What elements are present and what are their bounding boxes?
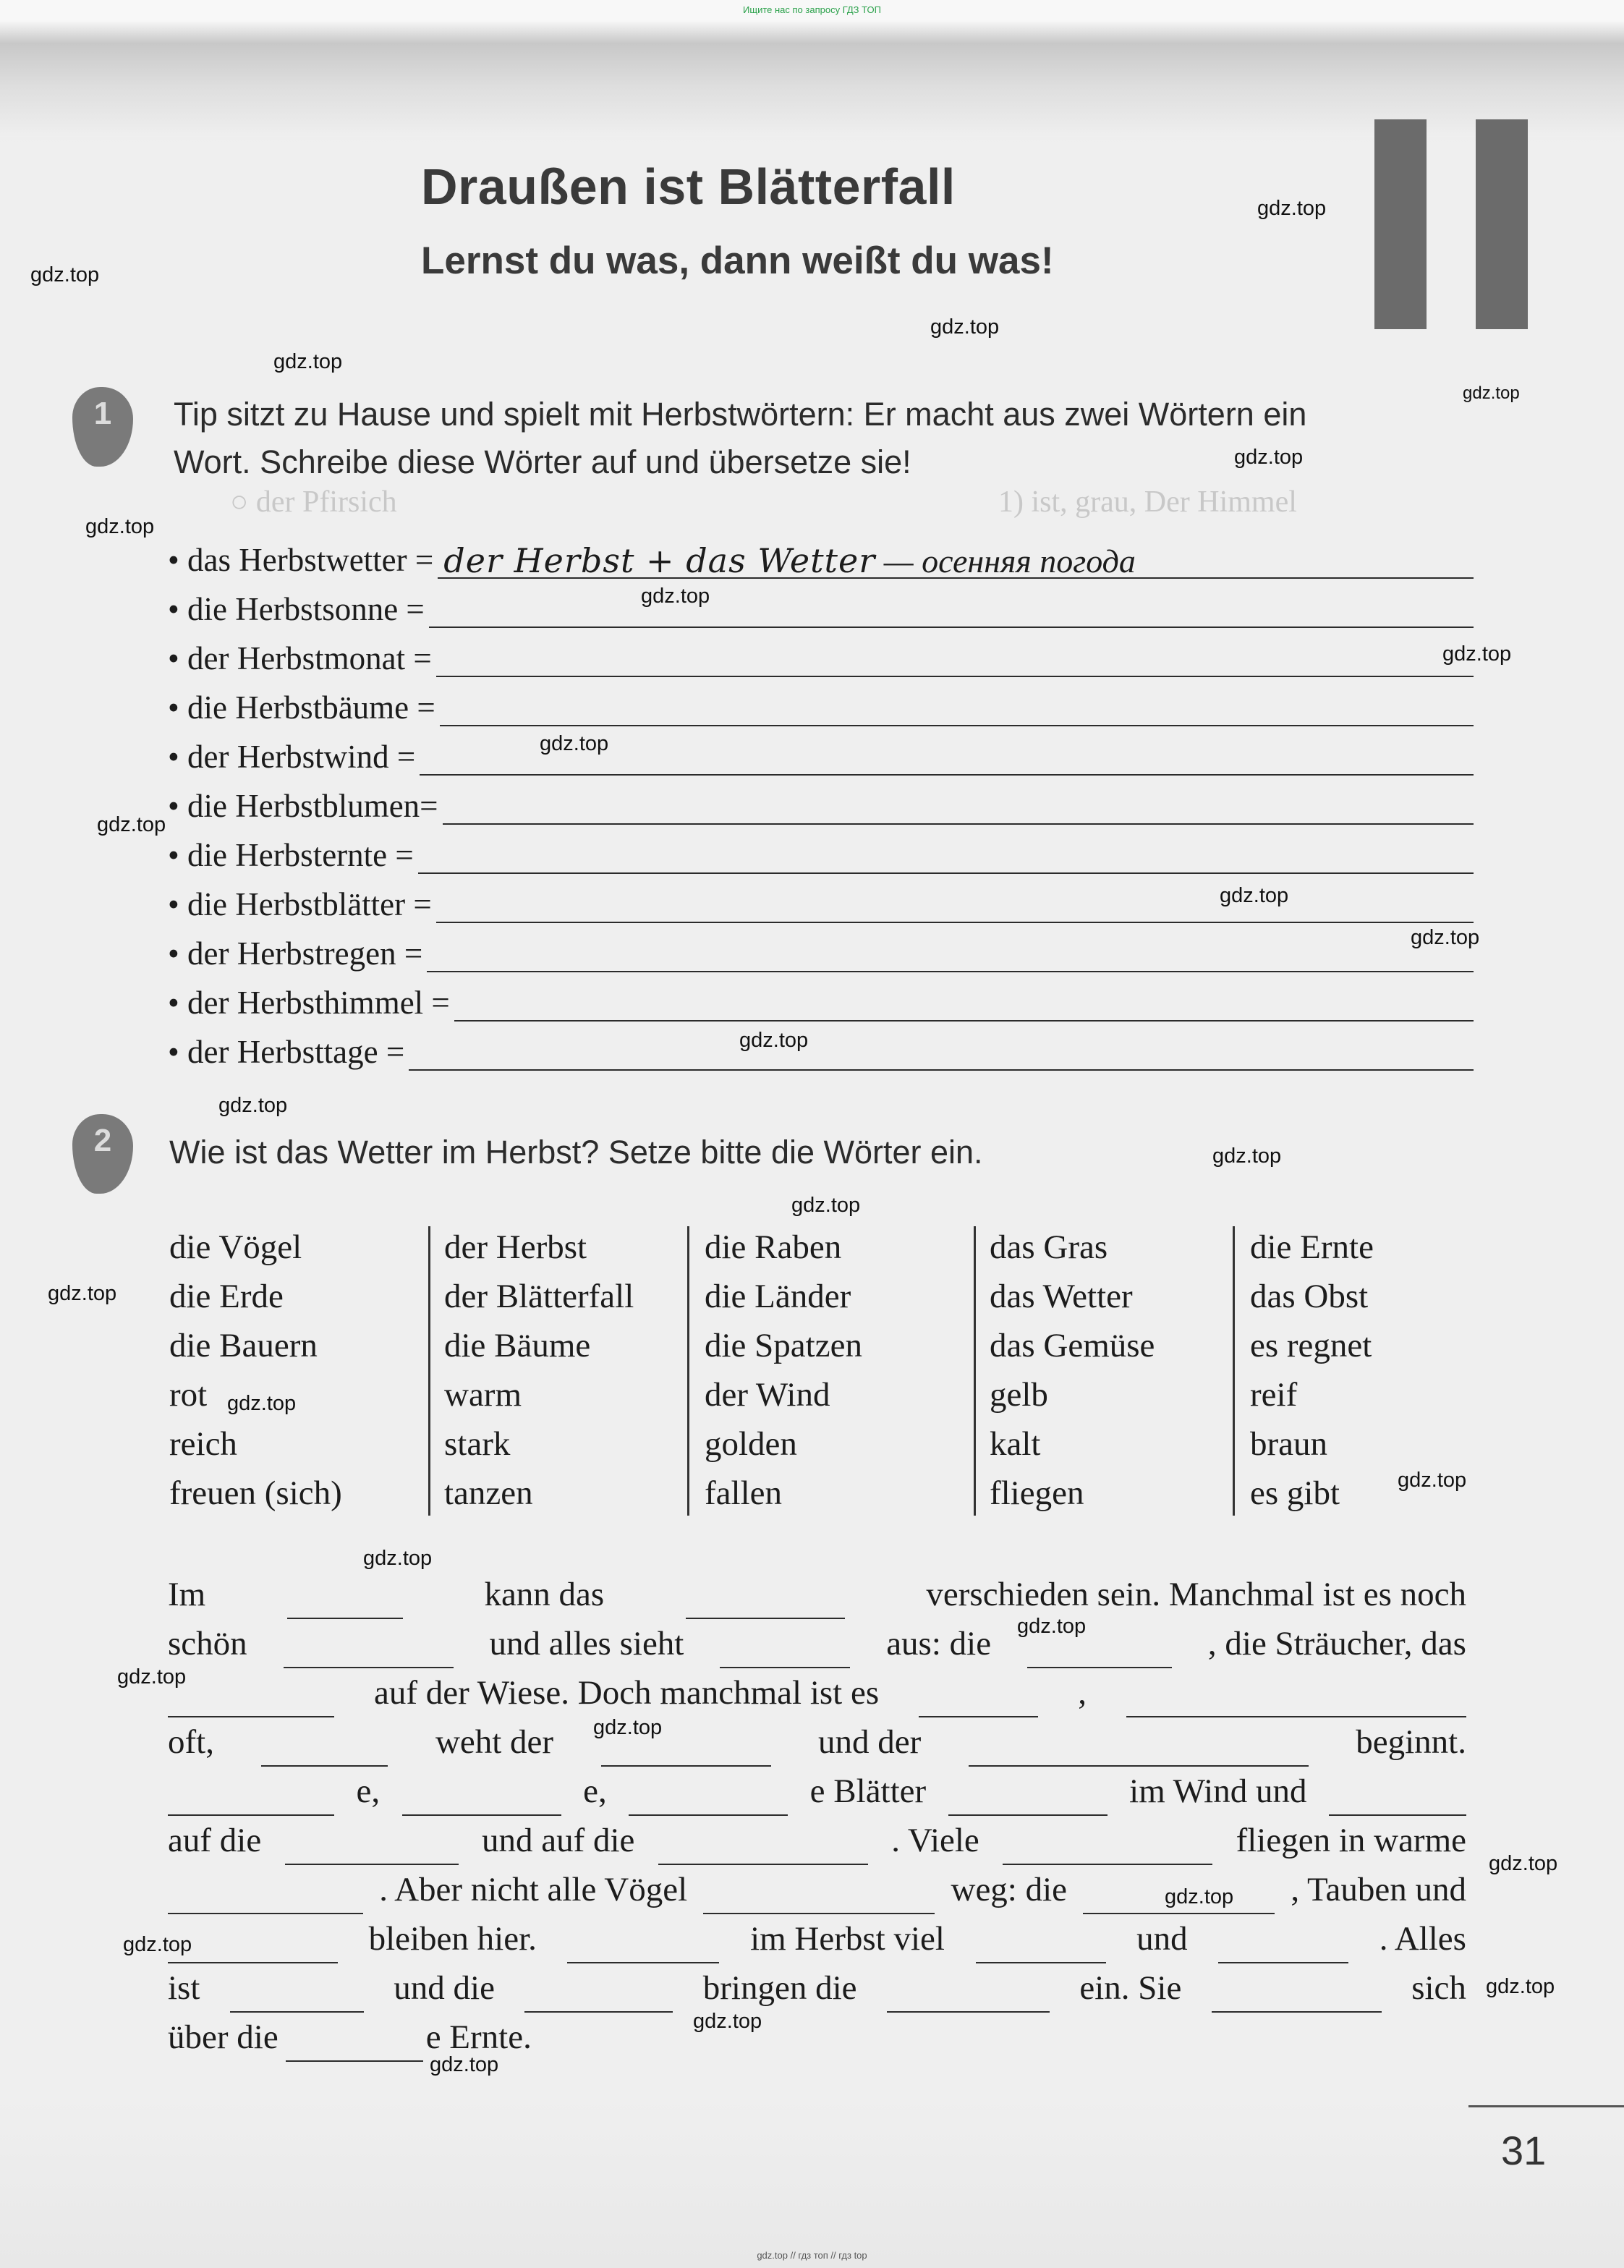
blank[interactable] bbox=[1218, 1933, 1348, 1963]
watermark: gdz.top bbox=[1442, 642, 1512, 666]
cloze-line bbox=[168, 1963, 1466, 2013]
cloze-text-segment: und alles sieht bbox=[489, 1625, 684, 1662]
word-bank-item: gelb bbox=[990, 1376, 1048, 1414]
cloze-line bbox=[168, 2013, 1466, 2062]
cloze-text bbox=[168, 1570, 1466, 2062]
torn-paper-edge bbox=[0, 0, 1624, 137]
cloze-text-segment: ist bbox=[168, 1969, 200, 2007]
word-bank-item: golden bbox=[705, 1425, 797, 1463]
blank[interactable] bbox=[887, 1982, 1050, 2013]
cloze-text-segment: über die bbox=[168, 2018, 279, 2056]
compound-row bbox=[168, 535, 1474, 579]
cloze-text-segment: schön bbox=[168, 1625, 247, 1662]
blank[interactable] bbox=[686, 1589, 845, 1619]
watermark: gdz.top bbox=[1486, 1975, 1555, 1998]
top-note[interactable]: Ищите нас по запросу ГДЗ ТОП bbox=[743, 4, 881, 15]
watermark: gdz.top bbox=[117, 1665, 187, 1689]
blank[interactable] bbox=[524, 1982, 673, 2013]
word-bank-item: das Obst bbox=[1250, 1278, 1369, 1315]
compound-word: • die Herbstbäume = bbox=[168, 689, 435, 726]
watermark: gdz.top bbox=[1411, 926, 1480, 949]
word-bank-item: die Spatzen bbox=[705, 1327, 862, 1364]
page-number-rule bbox=[1468, 2105, 1624, 2107]
watermark: gdz.top bbox=[739, 1029, 809, 1052]
compound-word: • der Herbstmonat = bbox=[168, 640, 432, 676]
cloze-text-segment: kann das bbox=[484, 1576, 605, 1613]
blank[interactable] bbox=[285, 1835, 459, 1865]
blank[interactable] bbox=[261, 1736, 388, 1767]
word-bank-item: tanzen bbox=[444, 1474, 533, 1512]
watermark: gdz.top bbox=[540, 732, 609, 755]
compound-word: • der Herbstwind = bbox=[168, 739, 416, 775]
page-title: Draußen ist Blätterfall bbox=[421, 158, 956, 215]
blank[interactable] bbox=[1212, 1982, 1382, 2013]
column-divider bbox=[687, 1226, 689, 1516]
blank[interactable] bbox=[168, 1687, 334, 1717]
cloze-text-segment: ein. Sie bbox=[1079, 1969, 1182, 2007]
cloze-text-segment: und der bbox=[818, 1723, 922, 1761]
compound-word: • das Herbstwetter = bbox=[168, 542, 434, 578]
answer-line[interactable] bbox=[429, 595, 1474, 628]
column-divider bbox=[974, 1226, 976, 1516]
word-bank-item: das Gemüse bbox=[990, 1327, 1155, 1364]
watermark: gdz.top bbox=[273, 350, 343, 373]
page-number: 31 bbox=[1501, 2128, 1547, 2173]
cloze-text-segment: aus: die bbox=[886, 1625, 992, 1662]
word-bank-item: braun bbox=[1250, 1425, 1328, 1463]
cloze-text-segment: , die Sträucher, das bbox=[1207, 1625, 1466, 1662]
task2-instruction: Wie ist das Wetter im Herbst? Setze bitte die Wörter ein. bbox=[169, 1134, 983, 1171]
blank[interactable] bbox=[601, 1736, 771, 1767]
answer-line[interactable] bbox=[418, 841, 1474, 874]
word-bank-item: der Wind bbox=[705, 1376, 830, 1414]
cloze-text-segment: bleiben hier. bbox=[368, 1920, 537, 1958]
cloze-text-segment: fliegen in warme bbox=[1236, 1822, 1466, 1859]
word-bank-column bbox=[1250, 1223, 1374, 1518]
blank[interactable] bbox=[1027, 1638, 1172, 1668]
compound-row bbox=[168, 683, 1474, 726]
cloze-text-segment: verschieden sein. Manchmal ist es noch bbox=[926, 1576, 1466, 1613]
word-bank-item: die Bauern bbox=[169, 1327, 318, 1364]
cloze-text-segment: bringen die bbox=[702, 1969, 857, 2007]
cloze-text-segment: und auf die bbox=[481, 1822, 635, 1859]
blank[interactable] bbox=[567, 1933, 719, 1963]
compound-row bbox=[168, 1027, 1474, 1071]
cloze-line bbox=[168, 1865, 1466, 1914]
answer-line[interactable] bbox=[443, 791, 1474, 825]
word-bank-item: freuen (sich) bbox=[169, 1474, 342, 1512]
cloze-text-segment: e, bbox=[583, 1772, 607, 1810]
blank[interactable] bbox=[168, 1933, 338, 1963]
cloze-text-segment: , Tauben und bbox=[1291, 1871, 1466, 1908]
watermark: gdz.top bbox=[1212, 1144, 1282, 1168]
word-bank-item: fallen bbox=[705, 1474, 782, 1512]
blank[interactable] bbox=[284, 1638, 454, 1668]
watermark: gdz.top bbox=[1257, 197, 1327, 220]
word-bank-item: die Bäume bbox=[444, 1327, 591, 1364]
task-number-badge: 2 bbox=[72, 1114, 133, 1194]
cloze-text-segment: im Herbst viel bbox=[750, 1920, 945, 1958]
cloze-text-segment: e Blätter bbox=[809, 1772, 927, 1810]
word-bank-item: reif bbox=[1250, 1376, 1298, 1414]
compound-word: • der Herbsthimmel = bbox=[168, 985, 450, 1021]
watermark: gdz.top bbox=[1017, 1615, 1087, 1638]
handwritten-answer: der Herbst + das Wetter — осенняя погода bbox=[443, 541, 1136, 580]
watermark: gdz.top bbox=[30, 263, 100, 286]
compound-row bbox=[168, 585, 1474, 628]
answer-line[interactable] bbox=[440, 693, 1474, 726]
cloze-text-segment: oft, bbox=[168, 1723, 214, 1761]
cloze-line bbox=[168, 1717, 1466, 1767]
cloze-text-segment: , bbox=[1078, 1674, 1087, 1712]
cloze-line bbox=[168, 1668, 1466, 1717]
watermark: gdz.top bbox=[791, 1194, 861, 1217]
compound-word: • der Herbsttage = bbox=[168, 1034, 405, 1070]
blank[interactable] bbox=[976, 1933, 1106, 1963]
cloze-text-segment: auf die bbox=[168, 1822, 262, 1859]
blank[interactable] bbox=[658, 1835, 868, 1865]
word-bank-item: die Erde bbox=[169, 1278, 284, 1315]
blank[interactable] bbox=[230, 1982, 364, 2013]
bottom-note: gdz.top // гдз топ // гдз top bbox=[757, 2250, 867, 2261]
answer-line[interactable] bbox=[436, 890, 1474, 923]
word-bank-item: die Vögel bbox=[169, 1228, 302, 1266]
cloze-text-segment: beginnt. bbox=[1356, 1723, 1466, 1761]
watermark: gdz.top bbox=[227, 1392, 297, 1415]
answer-line[interactable] bbox=[454, 988, 1474, 1022]
watermark: gdz.top bbox=[1234, 446, 1304, 469]
compound-row bbox=[168, 831, 1474, 874]
watermark: gdz.top bbox=[1165, 1885, 1234, 1908]
cloze-text-segment: weg: die bbox=[951, 1871, 1068, 1908]
watermark: gdz.top bbox=[593, 1716, 663, 1739]
watermark: gdz.top bbox=[97, 813, 166, 836]
compound-word: • der Herbstregen = bbox=[168, 935, 423, 972]
watermark: gdz.top bbox=[1398, 1469, 1467, 1492]
cloze-text-segment: Im bbox=[168, 1576, 206, 1613]
word-bank-column bbox=[705, 1223, 862, 1518]
cloze-line bbox=[168, 1767, 1466, 1816]
compound-row bbox=[168, 978, 1474, 1022]
answer-line[interactable] bbox=[438, 541, 1474, 580]
compound-row bbox=[168, 929, 1474, 972]
word-bank-column bbox=[444, 1223, 634, 1518]
watermark: gdz.top bbox=[430, 2053, 499, 2076]
word-bank-item: es regnet bbox=[1250, 1327, 1372, 1364]
cloze-text-segment: und bbox=[1136, 1920, 1188, 1958]
cloze-text-segment: . Viele bbox=[891, 1822, 979, 1859]
bleed-through-decoration: ○ der Pfirsich bbox=[230, 485, 397, 519]
word-bank-item: warm bbox=[444, 1376, 522, 1414]
word-bank-item: die Raben bbox=[705, 1228, 842, 1266]
cloze-text-segment: . Alles bbox=[1379, 1920, 1466, 1958]
word-bank-item: reich bbox=[169, 1425, 237, 1463]
answer-line[interactable] bbox=[427, 939, 1474, 972]
word-bank-item: der Blätterfall bbox=[444, 1278, 634, 1315]
compound-word: • die Herbstsonne = bbox=[168, 591, 425, 627]
compound-row bbox=[168, 732, 1474, 776]
word-bank-item: fliegen bbox=[990, 1474, 1084, 1512]
cloze-text-segment: sich bbox=[1411, 1969, 1466, 2007]
watermark: gdz.top bbox=[693, 2010, 762, 2033]
blank[interactable] bbox=[720, 1638, 850, 1668]
blank[interactable] bbox=[703, 1884, 935, 1914]
compound-row bbox=[168, 781, 1474, 825]
watermark: gdz.top bbox=[85, 515, 155, 538]
blank[interactable] bbox=[168, 1884, 363, 1914]
answer-line[interactable] bbox=[409, 1037, 1474, 1071]
word-bank-item: rot bbox=[169, 1376, 208, 1414]
blank[interactable] bbox=[287, 1589, 403, 1619]
task1-instruction bbox=[174, 391, 1306, 486]
word-bank-item: die Länder bbox=[705, 1278, 851, 1315]
cloze-text-segment: im Wind und bbox=[1129, 1772, 1307, 1810]
watermark: gdz.top bbox=[641, 585, 710, 608]
cloze-text-segment: und die bbox=[394, 1969, 495, 2007]
word-bank-column bbox=[990, 1223, 1155, 1518]
watermark: gdz.top bbox=[48, 1282, 117, 1305]
word-bank-item: stark bbox=[444, 1425, 511, 1463]
cloze-text-segment: weht der bbox=[435, 1723, 554, 1761]
cloze-text-segment: e, bbox=[356, 1772, 381, 1810]
cloze-text-segment: auf der Wiese. Doch manchmal ist es bbox=[374, 1674, 880, 1712]
watermark: gdz.top bbox=[1489, 1852, 1558, 1875]
word-bank-item: das Gras bbox=[990, 1228, 1108, 1266]
chapter-marker-stripe bbox=[1374, 119, 1427, 329]
blank[interactable] bbox=[1329, 1785, 1466, 1816]
page-subtitle: Lernst du was, dann weißt du was! bbox=[421, 239, 1054, 282]
blank[interactable] bbox=[168, 1785, 334, 1816]
blank[interactable] bbox=[402, 1785, 561, 1816]
cloze-line bbox=[168, 1914, 1466, 1963]
blank[interactable] bbox=[919, 1687, 1038, 1717]
cloze-line bbox=[168, 1816, 1466, 1865]
blank[interactable] bbox=[948, 1785, 1108, 1816]
watermark: gdz.top bbox=[1463, 383, 1520, 403]
word-bank-item: es gibt bbox=[1250, 1474, 1340, 1512]
watermark: gdz.top bbox=[363, 1547, 433, 1570]
word-bank-item: die Ernte bbox=[1250, 1228, 1374, 1266]
column-divider bbox=[428, 1226, 430, 1516]
answer-line[interactable] bbox=[436, 644, 1474, 677]
compound-word: • die Herbstblumen= bbox=[168, 788, 438, 824]
word-bank-item: der Herbst bbox=[444, 1228, 587, 1266]
chapter-marker-stripe bbox=[1476, 119, 1528, 329]
compound-word: • die Herbstblätter = bbox=[168, 886, 432, 922]
word-bank-column bbox=[169, 1223, 342, 1518]
task1-instruction-line: Wort. Schreibe diese Wörter auf und übersetze sie! bbox=[174, 443, 911, 480]
column-divider bbox=[1233, 1226, 1235, 1516]
blank[interactable] bbox=[969, 1736, 1309, 1767]
cloze-text-segment: . Aber nicht alle Vögel bbox=[379, 1871, 688, 1908]
compound-word: • die Herbsternte = bbox=[168, 837, 414, 873]
watermark: gdz.top bbox=[218, 1094, 288, 1117]
blank[interactable] bbox=[286, 2031, 423, 2062]
cloze-text-segment: e Ernte. bbox=[425, 2018, 532, 2056]
word-bank-item: das Wetter bbox=[990, 1278, 1133, 1315]
watermark: gdz.top bbox=[930, 315, 1000, 339]
task-number-badge: 1 bbox=[72, 387, 133, 467]
task1-instruction-line: Tip sitzt zu Hause und spielt mit Herbstwörtern: Er macht aus zwei Wörtern ein bbox=[174, 396, 1307, 433]
blank[interactable] bbox=[1003, 1835, 1212, 1865]
blank[interactable] bbox=[1126, 1687, 1466, 1717]
compound-row bbox=[168, 634, 1474, 677]
watermark: gdz.top bbox=[123, 1933, 192, 1956]
blank[interactable] bbox=[629, 1785, 788, 1816]
word-bank-item: kalt bbox=[990, 1425, 1041, 1463]
watermark: gdz.top bbox=[1220, 884, 1289, 907]
cloze-line bbox=[168, 1570, 1466, 1619]
bleed-through-decoration: 1) ist, grau, Der Himmel bbox=[998, 485, 1297, 519]
cloze-line bbox=[168, 1619, 1466, 1668]
